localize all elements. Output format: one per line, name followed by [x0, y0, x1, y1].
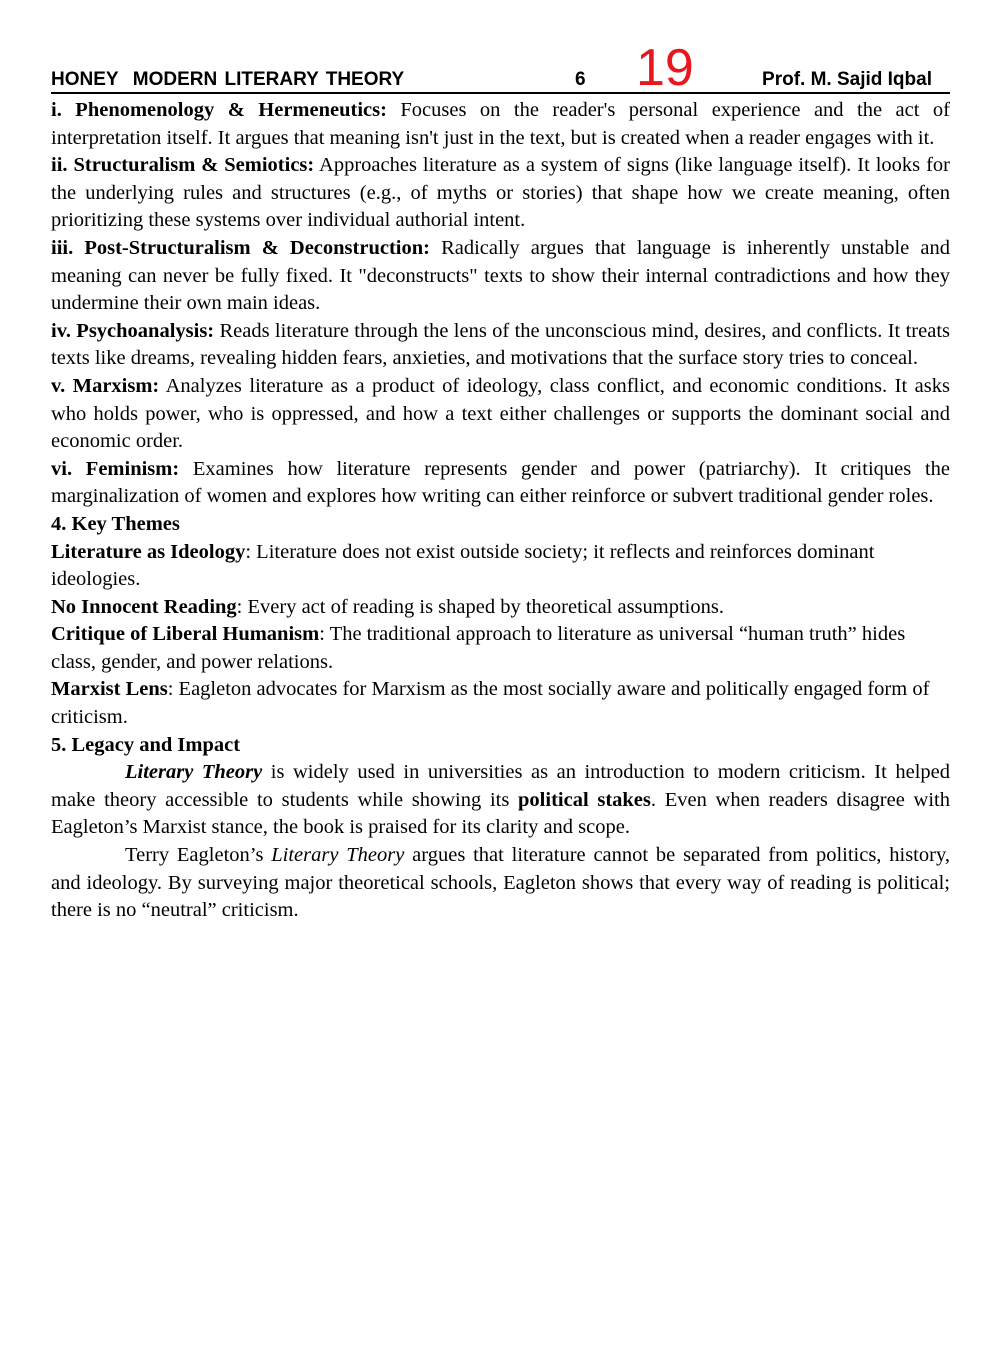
school-label: iii. Post-Structuralism & Deconstruction: [51, 236, 430, 259]
heading-text: 5. Legacy and Impact [51, 733, 241, 756]
running-header [51, 30, 950, 97]
school-label: ii. Structuralism & Semiotics: [51, 154, 315, 177]
theme-label: No Innocent Reading [51, 595, 237, 618]
emphasis-bold: political stakes [518, 788, 651, 811]
author-name: Prof. M. Sajid Iqbal [762, 69, 932, 90]
school-text: Focuses on the reader's personal experience and the act of interpretation itself. It argues that meaning isn't just in the text, but is created when a reader engages with it. [51, 99, 950, 149]
book-title-italic: Literary Theory [125, 761, 263, 784]
school-text: Radically argues that language is inherently unstable and meaning can never be fully fixed. It "deconstructs" texts to show their internal contradictions and how they undermine their own main ideas. [51, 236, 950, 315]
book-title-italic: Literary Theory [271, 844, 405, 867]
school-paragraph [51, 373, 950, 456]
conclusion-paragraph [51, 842, 950, 925]
school-paragraph [51, 318, 950, 373]
theme-label: Literature as Ideology [51, 540, 246, 563]
legacy-text: is widely used in universities as an introduction to modern criticism. It helped make theory accessible to students while showing its [51, 761, 950, 811]
school-text: Examines how literature represents gender and power (patriarchy). It critiques the marginalization of women and explores how writing can either reinforce or subvert traditional gender roles. [51, 457, 950, 508]
theme-label: Marxist Lens [51, 678, 168, 701]
school-text: Analyzes literature as a product of ideology, class conflict, and economic conditions. It asks who holds power, who is oppressed, and how a text either challenges or supports the dominant social and economic order. [51, 374, 950, 453]
school-label: iv. Psychoanalysis: [51, 319, 215, 342]
school-paragraph [51, 235, 950, 318]
book-title: HONEY MODERN LITERARY THEORY [51, 69, 405, 90]
school-text: Approaches literature as a system of signs (like language itself). It looks for the underlying rules and structures (e.g., of myths or stories) that shape how we create meaning, often prioritizing these systems over individual authorial intent. [51, 154, 950, 232]
theme-text: : Eagleton advocates for Marxism as the most socially aware and politically engaged form of criticism. [51, 678, 930, 729]
legacy-text: . Even when readers disagree with Eagleton’s Marxist stance, the book is praised for its clarity and scope. [51, 788, 950, 839]
page-number: 19 [636, 39, 694, 97]
school-label: v. Marxism: [51, 374, 160, 397]
theme-text: : The traditional approach to literature as universal “human truth” hides class, gender, and power relations. [51, 623, 906, 673]
theme-paragraph [51, 539, 950, 594]
theme-text: : Every act of reading is shaped by theoretical assumptions. [236, 595, 724, 618]
chapter-number: 6 [575, 69, 586, 90]
heading-text: 4. Key Themes [51, 512, 180, 535]
conclusion-text: Terry Eagleton’s [125, 844, 272, 867]
school-paragraph [51, 97, 950, 152]
school-label: i. Phenomenology & Hermeneutics: [51, 99, 387, 121]
legacy-paragraph [51, 759, 950, 842]
theme-paragraph [51, 594, 950, 622]
conclusion-text: argues that literature cannot be separated from politics, history, and ideology. By surveying major theoretical schools, Eagleton shows that every way of reading is political; there is no “neutral” criticism. [51, 844, 950, 922]
school-text: Reads literature through the lens of the unconscious mind, desires, and conflicts. It treats texts like dreams, revealing hidden fears, anxieties, and motivations that the surface story tries to conceal. [51, 319, 951, 370]
theme-label: Critique of Liberal Humanism [51, 623, 320, 646]
section-heading-legacy [51, 732, 950, 760]
school-label: vi. Feminism: [51, 457, 180, 480]
theme-text: : Literature does not exist outside society; it reflects and reinforces dominant ideologies. [51, 540, 875, 591]
theme-paragraph [51, 676, 950, 731]
school-paragraph [51, 152, 950, 235]
school-paragraph [51, 456, 950, 511]
section-heading-key-themes [51, 511, 950, 539]
theme-paragraph [51, 621, 950, 676]
body-content [51, 97, 950, 925]
